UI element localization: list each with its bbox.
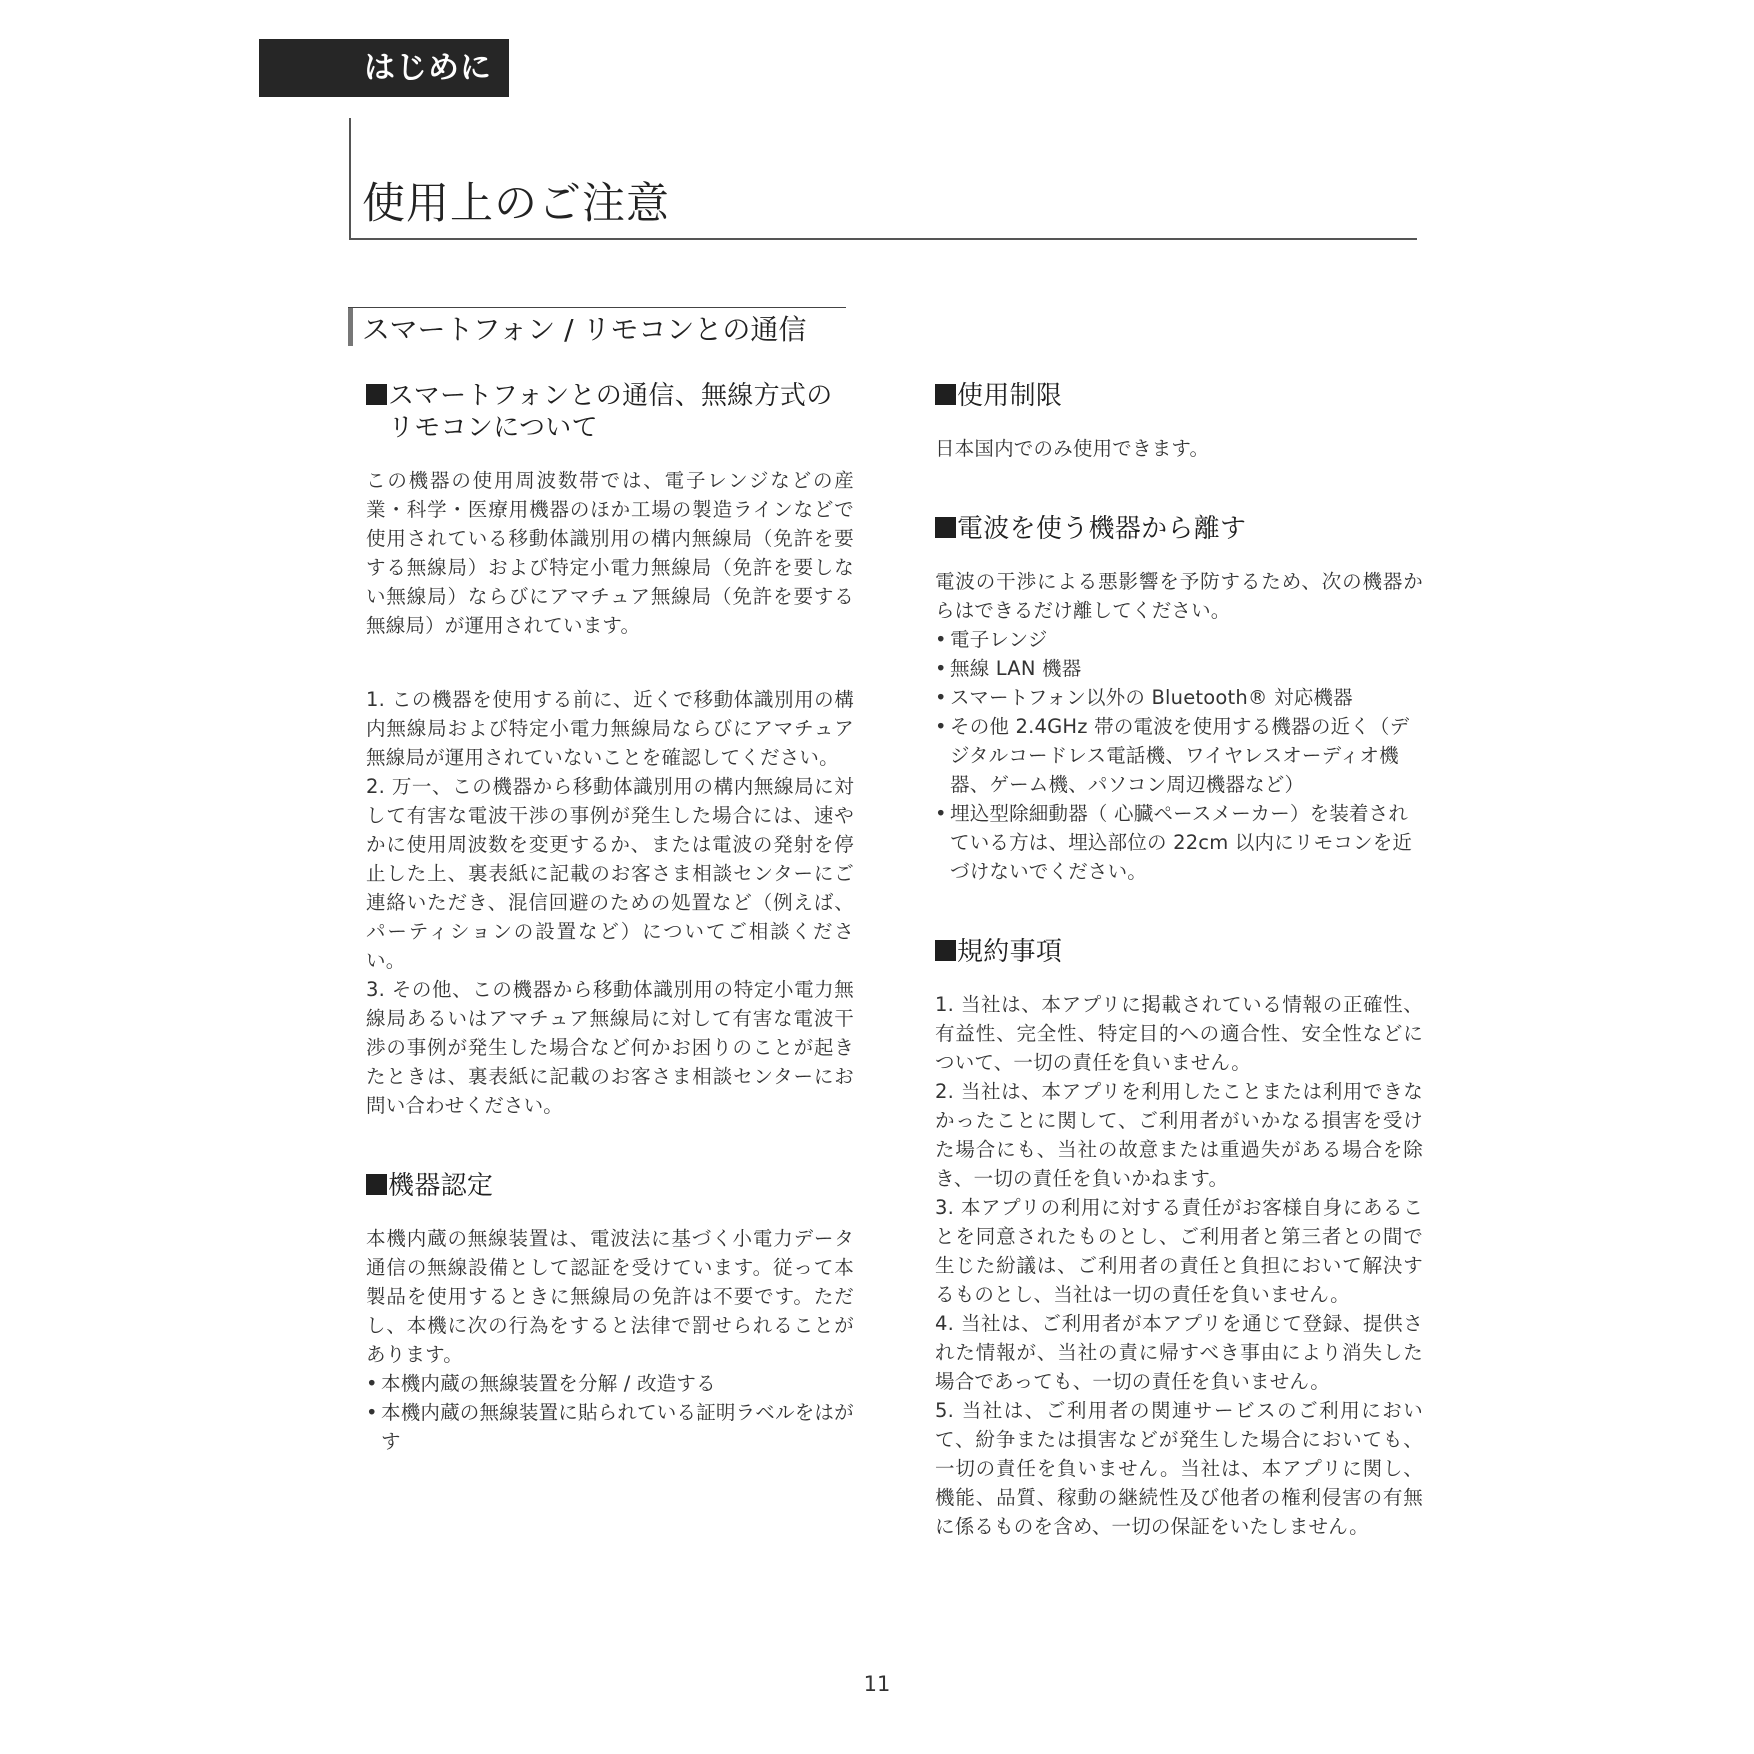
title-vertical-rule — [349, 118, 351, 240]
subheading-keep-away: 電波を使う機器から離す — [935, 513, 1423, 545]
page-title: 使用上のご注意 — [362, 179, 670, 229]
paragraph-certification: 本機内蔵の無線装置は、電波法に基づく小電力データ通信の無線設備として認証を受けています。従って本製品を使用するときに無線局の免許は不要です。ただし、本機に次の行為をすると法律で罰せられることがあります。 — [366, 1227, 854, 1366]
list-item: • 電子レンジ — [935, 628, 1048, 651]
square-bullet-icon — [366, 1174, 387, 1195]
list-item: • スマートフォン以外の Bluetooth® 対応機器 — [935, 686, 1353, 709]
chapter-tab — [259, 39, 509, 97]
terms-item-1: 1. 当社は、本アプリに掲載されている情報の正確性、有益性、完全性、特定目的への適合性、安全性などについて、一切の責任を負いません。 — [935, 993, 1423, 1074]
square-bullet-icon — [935, 384, 956, 405]
subheading-usage-restriction: 使用制限 — [935, 380, 1423, 412]
numbered-item-3: 3. その他、この機器から移動体識別用の特定小電力無線局あるいはアマチュア無線局に対して有害な電波干渉の事例が発生した場合など何かお困りのことが起きたときは、裏表紙に記載のお客さま相談センターにお問い合わせください。 — [366, 978, 854, 1117]
terms-item-3: 3. 本アプリの利用に対する責任がお客様自身にあることを同意されたものとし、ご利用者と第三者との間で生じた紛議は、ご利用者の責任と負担において解決するものとし、当社は一切の責任を負いません。 — [935, 1196, 1423, 1306]
list-item: • 本機内蔵の無線装置に貼られている証明ラベルをはがす — [366, 1401, 854, 1453]
subheading-smartphone-remote: スマートフォンとの通信、無線方式のリモコンについて — [366, 380, 854, 444]
numbered-item-2: 2. 万一、この機器から移動体識別用の構内無線局に対して有害な電波干渉の事例が発生した場合には、速やかに使用周波数を変更するか、または電波の発射を停止した上、裏表紙に記載のお客さま相談センターにご連絡いただき、混信回避のための処置など（例えば、パーティションの設置など）についてご相談ください。 — [366, 775, 854, 972]
left-column — [366, 380, 854, 1456]
terms-item-2: 2. 当社は、本アプリを利用したことまたは利用できなかったことに関して、ご利用者がいかなる損害を受けた場合にも、当社の故意または重過失がある場合を除き、一切の責任を負いかねます。 — [935, 1080, 1423, 1190]
paragraph-keep-away: 電波の干渉による悪影響を予防するため、次の機器からはできるだけ離してください。 — [935, 570, 1423, 622]
list-item: • その他 2.4GHz 帯の電波を使用する機器の近く（デジタルコードレス電話機、ワイヤレスオーディオ機器、ゲーム機、パソコン周辺機器など） — [935, 715, 1410, 796]
section-heading — [348, 307, 846, 347]
certification-bullet-list — [366, 1369, 854, 1456]
square-bullet-icon — [935, 517, 956, 538]
section-heading-bar — [348, 308, 353, 346]
paragraph-usage-restriction: 日本国内でのみ使用できます。 — [935, 437, 1210, 460]
right-column — [935, 380, 1423, 1541]
title-horizontal-rule — [349, 238, 1417, 240]
square-bullet-icon — [366, 384, 387, 405]
section-heading-label: スマートフォン / リモコンとの通信 — [362, 313, 807, 346]
chapter-tab-label: はじめに — [364, 50, 492, 86]
subheading-terms: 規約事項 — [935, 936, 1423, 968]
square-bullet-icon — [935, 940, 956, 961]
keep-away-bullet-list — [935, 625, 1423, 886]
terms-item-4: 4. 当社は、ご利用者が本アプリを通じて登録、提供された情報が、当社の責に帰すべき事由により消失した場合であっても、一切の責任を負いません。 — [935, 1312, 1423, 1393]
paragraph-frequency-band: この機器の使用周波数帯では、電子レンジなどの産業・科学・医療用機器のほか工場の製造ラインなどで使用されている移動体識別用の構内無線局（免許を要する無線局）および特定小電力無線局（免許を要しない無線局）ならびにアマチュア無線局（免許を要する無線局）が運用されています。 — [366, 469, 854, 637]
subheading-device-certification: 機器認定 — [366, 1170, 854, 1202]
numbered-item-1: 1. この機器を使用する前に、近くで移動体識別用の構内無線局および特定小電力無線局ならびにアマチュア無線局が運用されていないことを確認してください。 — [366, 688, 854, 769]
list-item: • 無線 LAN 機器 — [935, 657, 1082, 680]
page-number: 11 — [863, 1672, 891, 1696]
list-item: • 本機内蔵の無線装置を分解 / 改造する — [366, 1372, 716, 1395]
terms-item-5: 5. 当社は、ご利用者の関連サービスのご利用において、紛争または損害などが発生した場合においても、一切の責任を負いません。当社は、本アプリに関し、機能、品質、稼動の継続性及び他者の権利侵害の有無に係るものを含め、一切の保証をいたしません。 — [935, 1399, 1423, 1538]
list-item: • 埋込型除細動器（ 心臓ペースメーカー）を装着されている方は、埋込部位の 22cm 以内にリモコンを近づけないでください。 — [935, 802, 1413, 883]
